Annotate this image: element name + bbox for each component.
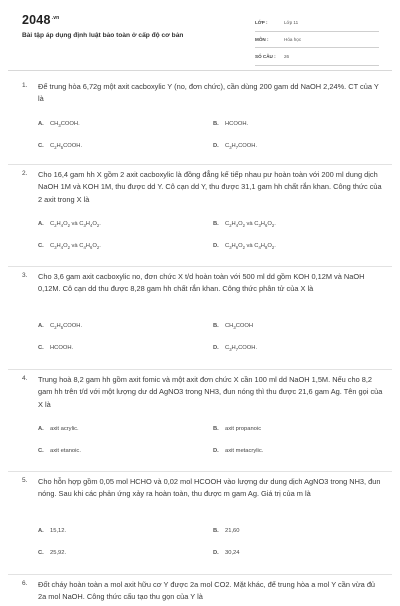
- option-letter: A.: [38, 221, 44, 228]
- answer-option-c[interactable]: [38, 243, 101, 249]
- answer-option-d[interactable]: [213, 448, 263, 454]
- option-letter: A.: [38, 120, 44, 127]
- answer-option-c[interactable]: [38, 550, 66, 556]
- question-separator: [8, 266, 392, 267]
- option-letter: C.: [38, 550, 44, 557]
- answer-option-b[interactable]: [213, 323, 253, 329]
- option-letter: B.: [213, 120, 219, 127]
- option-text: 25,92.: [50, 550, 67, 557]
- option-text: $C_2H_5COOH$.: [50, 323, 83, 331]
- option-text: 15,12.: [50, 528, 67, 535]
- answer-option-b[interactable]: [213, 528, 240, 534]
- question-separator: [8, 164, 392, 165]
- question-1: [0, 78, 400, 166]
- meta-subject-row: [255, 32, 379, 48]
- option-letter: B.: [213, 528, 219, 535]
- answer-option-c[interactable]: [38, 345, 73, 351]
- option-text: axit etanoic.: [50, 448, 81, 455]
- question-number: 5.: [22, 477, 28, 484]
- option-text: $C_3H_4O_2$ và $C_4H_6O_2$.: [50, 243, 101, 251]
- answer-option-a[interactable]: [38, 528, 66, 534]
- answer-option-b[interactable]: [213, 426, 261, 432]
- question-number: 1.: [22, 82, 28, 89]
- answer-option-b[interactable]: [213, 121, 248, 127]
- question-separator: [8, 471, 392, 472]
- question-number: 6.: [22, 580, 28, 587]
- answer-option-c[interactable]: [38, 448, 81, 454]
- answer-option-a[interactable]: [38, 221, 101, 227]
- meta-class-value: Lớp 11: [284, 20, 299, 25]
- answer-option-d[interactable]: [213, 143, 257, 149]
- site-logo[interactable]: $2048^{.vn}$: [22, 13, 60, 27]
- option-text: $CH_3COOH$: [225, 323, 254, 331]
- question-6: [0, 576, 400, 606]
- question-number: 4.: [22, 375, 28, 382]
- option-letter: A.: [38, 426, 44, 433]
- question-2: [0, 166, 400, 268]
- answer-option-a[interactable]: [38, 426, 79, 432]
- option-letter: B.: [213, 221, 219, 228]
- option-text: $C_2H_4O_2$ và $C_3H_6O_2$.: [225, 221, 276, 229]
- option-text: $C_3H_6O_2$ và $C_4H_8O_2$.: [225, 243, 276, 251]
- option-letter: D.: [213, 448, 219, 455]
- option-letter: D.: [213, 142, 219, 149]
- answer-option-a[interactable]: [38, 121, 80, 127]
- option-text: $C_2H_5COOH$.: [50, 142, 83, 150]
- option-text: HCOOH.: [225, 120, 249, 127]
- answer-option-a[interactable]: [38, 323, 82, 329]
- option-letter: C.: [38, 345, 44, 352]
- option-letter: A.: [38, 528, 44, 535]
- option-letter: D.: [213, 550, 219, 557]
- option-letter: C.: [38, 448, 44, 455]
- meta-count-label: SỐ CÂU :: [255, 54, 276, 59]
- question-text: Cho 16,4 gam hh X gồm 2 axit cacboxylic là đồng đẳng kế tiếp nhau pư hoàn toàn với 200 ml dung dịch NaOH 1M và KOH 1M, thu được dd Y. Cô cạn dd Y, thu được 31,1 gam hh chất rắn khan. Công thức của 2 axit trong X là: [38, 170, 382, 204]
- meta-class-label: LỚP :: [255, 20, 268, 25]
- answer-option-c[interactable]: [38, 143, 82, 149]
- question-text: Cho hỗn hợp gồm 0,05 mol HCHO và 0,02 mol HCOOH vào lượng dư dung dịch AgNO3 trong NH3, đun nóng. Sau khi các phản ứng xảy ra hoàn toàn, thu được m gam Ag. Giá trị của m là: [38, 477, 381, 499]
- option-text: 21,60: [225, 528, 240, 535]
- option-text: HCOOH.: [50, 345, 74, 352]
- question-number: 3.: [22, 272, 28, 279]
- question-4: [0, 371, 400, 473]
- option-letter: C.: [38, 142, 44, 149]
- question-number: 2.: [22, 170, 28, 177]
- option-letter: B.: [213, 426, 219, 433]
- question-3: [0, 268, 400, 371]
- question-text: Để trung hòa 6,72g một axit cacboxylic Y (no, đơn chức), cần dùng 200 gam dd NaOH 2,24%. CT của Y là: [38, 82, 379, 104]
- option-text: axit propanoic: [225, 426, 262, 433]
- option-letter: A.: [38, 323, 44, 330]
- question-text: Cho 3,6 gam axit cacboxylic no, đơn chức X t/d hoàn toàn với 500 ml dd gồm KOH 0,12M và NaOH 0,12M. Cô cạn dd thu được 8,28 gam hh chất rắn khan. Công thức phân tử của X là: [38, 272, 365, 294]
- meta-class-row: [255, 14, 379, 32]
- option-text: $C_2H_4O_2$ và $C_3H_4O_2$.: [50, 221, 101, 229]
- option-text: $C_3H_7COOH$.: [225, 345, 258, 353]
- meta-count-row: [255, 48, 379, 66]
- meta-count-value: 26: [284, 54, 290, 59]
- option-text: 30,24: [225, 550, 240, 557]
- answer-option-d[interactable]: [213, 345, 257, 351]
- page-header: [0, 0, 400, 64]
- question-separator: [8, 574, 392, 575]
- answer-option-d[interactable]: [213, 243, 276, 249]
- answer-option-b[interactable]: [213, 221, 276, 227]
- option-text: $CH_3COOH$.: [50, 120, 80, 128]
- option-letter: C.: [38, 243, 44, 250]
- meta-subject-label: MÔN :: [255, 37, 269, 42]
- answer-option-d[interactable]: [213, 550, 240, 556]
- question-text: Đốt cháy hoàn toàn a mol axit hữu cơ Y được 2a mol CO2. Mặt khác, để trung hòa a mol Y cần vừa đủ 2a mol NaOH. Công thức cấu tạo thu gọn của Y là: [38, 580, 376, 602]
- option-letter: D.: [213, 345, 219, 352]
- question-text: Trung hoà 8,2 gam hh gồm axit fomic và một axit đơn chức X cần 100 ml dd NaOH 1,5M. Nếu cho 8,2 gam hh trên t/d với một lượng dư dd AgNO3 trong NH3, đun nóng thì thu được 21,6 gam Ag. Tên gọi của X là: [38, 375, 383, 409]
- question-separator: [8, 369, 392, 370]
- worksheet-meta: [255, 14, 379, 66]
- option-text: $C_3H_7COOH$.: [225, 142, 258, 150]
- option-text: axit acrylic.: [50, 426, 79, 433]
- worksheet-title: Bài tập áp dụng định luật bảo toàn ở cấp độ cơ bản: [22, 32, 184, 39]
- meta-subject-value: Hóa học: [284, 37, 302, 42]
- option-letter: B.: [213, 323, 219, 330]
- option-text: axit metacrylic.: [225, 448, 264, 455]
- header-divider: [8, 70, 392, 71]
- question-5: [0, 473, 400, 576]
- option-letter: D.: [213, 243, 219, 250]
